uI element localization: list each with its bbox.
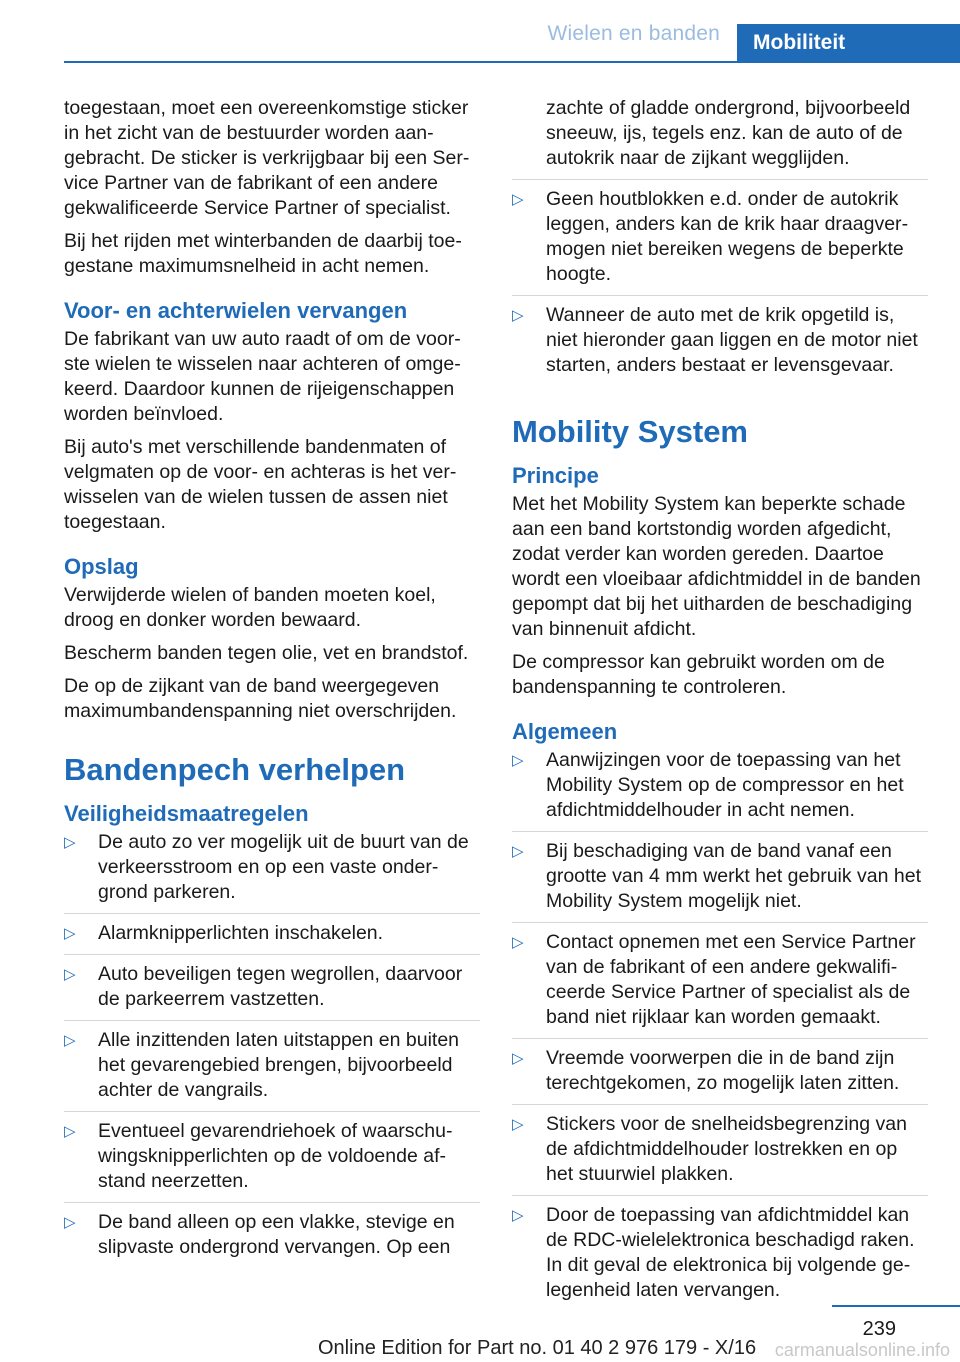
list-item: ▷ Alle inzittenden laten uitstappen en buiten het gevarengebied brengen, bijvoorbeeld achter de vangrails. <box>64 1028 480 1112</box>
triangle-right-icon: ▷ <box>64 1123 76 1140</box>
page-header <box>0 0 960 64</box>
heading-mobility-system: Mobility System <box>512 414 748 449</box>
list-item: ▷ De auto zo ver mogelijk uit de buurt van de verkeersstroom en op een vaste ondergrond parkeren. <box>64 830 480 914</box>
header-rule <box>64 61 960 63</box>
list-item: ▷ De band alleen op een vlakke, stevige en slipvaste ondergrond vervangen. Op een <box>64 1211 455 1258</box>
heading-algemeen: Algemeen <box>512 719 618 744</box>
triangle-right-icon: ▷ <box>512 934 524 951</box>
bullet-list-general <box>512 748 928 1311</box>
paragraph: Met het Mobility System kan beperkte schade aan een band kortstondig worden afgedicht, zodat verder kan worden gereden. Daartoe wordt een vloeibaar afdichtmiddel in de banden gepompt dat bij het uitharden de beschadiging van binnenuit afdicht. <box>512 493 921 640</box>
heading-principe: Principe <box>512 463 599 488</box>
triangle-right-icon: ▷ <box>64 1214 76 1231</box>
list-item-continued: zachte of gladde ondergrond, bijvoorbeeld sneeuw, ijs, tegels enz. kan de auto of de autokrik naar de zijkant wegglijden. <box>512 96 928 180</box>
paragraph: De compressor kan gebruikt worden om de bandenspanning te controleren. <box>512 651 885 698</box>
list-item: ▷ Geen houtblokken e.d. onder de autokrik leggen, anders kan de krik haar draagvermogen niet bereiken wegens de beperkte hoogte. <box>512 187 928 296</box>
footer-rule <box>832 1305 960 1307</box>
list-item: ▷ Wanneer de auto met de krik opgetild is, niet hieronder gaan liggen en de motor niet starten, anders bestaat er levensgevaar. <box>512 304 918 376</box>
chapter-tab: Mobiliteit <box>737 24 960 61</box>
heading-opslag: Opslag <box>64 554 139 579</box>
paragraph: De fabrikant van uw auto raadt of om de voorste wielen te wisselen naar achteren of omgekeerd. Daardoor kunnen de rijeigenschappen worden beïnvloed. <box>64 328 461 425</box>
triangle-right-icon: ▷ <box>512 191 524 208</box>
triangle-right-icon: ▷ <box>512 1207 524 1224</box>
paragraph: Bij het rijden met winterbanden de daarbij toegestane maximumsnelheid in acht nemen. <box>64 230 462 277</box>
paragraph: toegestaan, moet een overeenkomstige sticker in het zicht van de bestuurder worden aangebracht. De sticker is verkrijgbaar bij een Service Partner van de fabrikant of een andere gekwalificeerde Service Partner of specialist. <box>64 97 470 219</box>
list-item: ▷ Stickers voor de snelheidsbegrenzing van de afdichtmiddelhouder lostrekken en op het stuurwiel plakken. <box>512 1112 928 1196</box>
list-item: ▷ Eventueel gevarendriehoek of waarschuwingsknipperlichten op de voldoende afstand neerzetten. <box>64 1119 480 1203</box>
left-column <box>64 96 480 1275</box>
triangle-right-icon: ▷ <box>512 843 524 860</box>
section-title: Wielen en banden <box>547 22 720 45</box>
triangle-right-icon: ▷ <box>512 307 524 324</box>
triangle-right-icon: ▷ <box>512 1050 524 1067</box>
triangle-right-icon: ▷ <box>64 834 76 851</box>
page-footer <box>0 1290 960 1362</box>
triangle-right-icon: ▷ <box>64 925 76 942</box>
list-item: ▷ Door de toepassing van afdichtmiddel kan de RDC-wielelektronica beschadigd raken. In dit geval de elektronica bij volgende gelegenheid laten vervangen. <box>512 1204 915 1301</box>
bullet-list-safety-continued <box>512 96 928 386</box>
heading-veiligheid: Veiligheidsmaatregelen <box>64 801 309 826</box>
triangle-right-icon: ▷ <box>512 1116 524 1133</box>
paragraph: Bij auto's met verschillende bandenmaten of velgmaten op de voor- en achteras is het verwisselen van de wielen tussen de assen niet toegestaan. <box>64 436 457 533</box>
heading-voor-achterwielen: Voor- en achterwielen vervangen <box>64 298 408 323</box>
list-item: ▷ Alarmknipperlichten inschakelen. <box>64 921 480 955</box>
paragraph: Verwijderde wielen of banden moeten koel, droog en donker worden bewaard. <box>64 584 436 631</box>
triangle-right-icon: ▷ <box>64 1032 76 1049</box>
edition-text: Online Edition for Part no. 01 40 2 976 179 - X/16 <box>318 1337 757 1359</box>
list-item: ▷ Contact opnemen met een Service Partner van de fabrikant of een andere gekwalificeerde Service Partner of specialist als de band niet rijklaar kan worden gemaakt. <box>512 930 928 1039</box>
list-item: ▷ Auto beveiligen tegen wegrollen, daarvoor de parkeerrem vastzetten. <box>64 962 480 1021</box>
list-item: ▷ Vreemde voorwerpen die in de band zijn terechtgekomen, zo mogelijk laten zitten. <box>512 1046 928 1105</box>
watermark: carmanualsonline.info <box>774 1340 950 1360</box>
triangle-right-icon: ▷ <box>64 966 76 983</box>
triangle-right-icon: ▷ <box>512 752 524 769</box>
page-number: 239 <box>862 1318 896 1340</box>
right-column <box>512 96 928 1318</box>
heading-bandenpech: Bandenpech verhelpen <box>64 752 406 787</box>
list-item: ▷ Bij beschadiging van de band vanaf een grootte van 4 mm werkt het gebruik van het Mobility System mogelijk niet. <box>512 839 928 923</box>
bullet-list-safety <box>64 830 480 1268</box>
paragraph: Bescherm banden tegen olie, vet en brandstof. <box>64 642 469 664</box>
paragraph: De op de zijkant van de band weergegeven maximumbandenspanning niet overschrijden. <box>64 675 457 722</box>
list-item: ▷ Aanwijzingen voor de toepassing van het Mobility System op de compressor en het afdichtmiddelhouder in acht nemen. <box>512 748 928 832</box>
